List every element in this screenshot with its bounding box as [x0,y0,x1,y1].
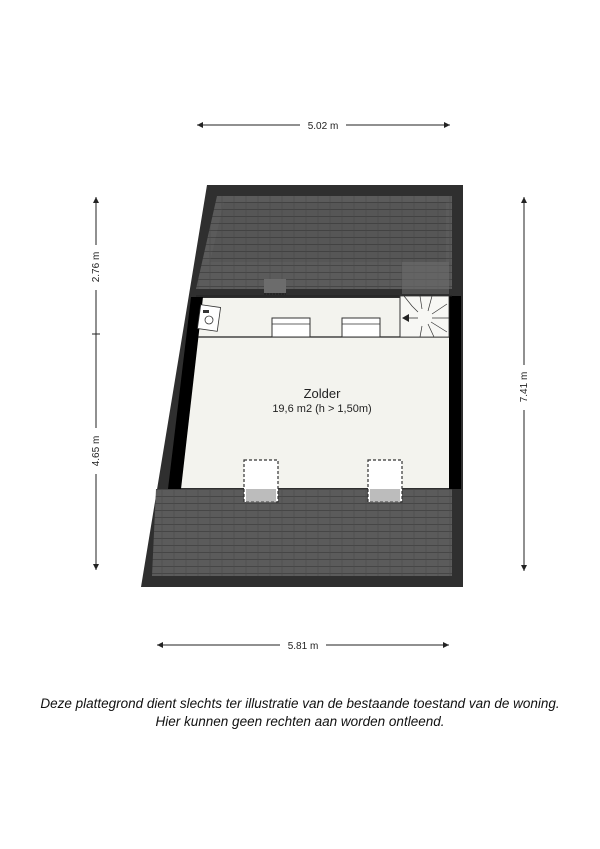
dimension-left-lower-label: 4.65 m [91,435,102,467]
roof-lower [152,489,452,576]
roof-vent [264,279,286,294]
skylight-upper-right [342,318,380,337]
dimension-left-upper [91,197,102,334]
stairwell [400,296,449,337]
roof-upper-shade [210,202,446,262]
skylight-lower-left [244,460,278,503]
wall-right [449,296,461,489]
appliance [197,305,220,332]
disclaimer-line-1: Deze plattegrond dient slechts ter illustratie van de bestaande toestand van de woning. [40,696,560,711]
disclaimer-line-2: Hier kunnen geen rechten aan worden ontleend. [155,714,445,729]
dimension-bottom [157,641,449,652]
room-area: 19,6 m2 (h > 1,50m) [272,403,372,415]
room-name: Zolder [303,386,341,401]
stair-hatch [402,262,449,294]
dimension-top-label: 5.02 m [307,121,339,132]
dimension-left-upper-label: 2.76 m [91,251,102,283]
dimension-left-lower [91,334,102,570]
dimension-bottom-label: 5.81 m [287,641,319,652]
dimension-top [197,121,450,132]
dimension-right [519,197,530,571]
skylight-lower-right [368,460,402,503]
dimension-right-label: 7.41 m [519,371,530,403]
skylight-upper-left [272,318,310,337]
